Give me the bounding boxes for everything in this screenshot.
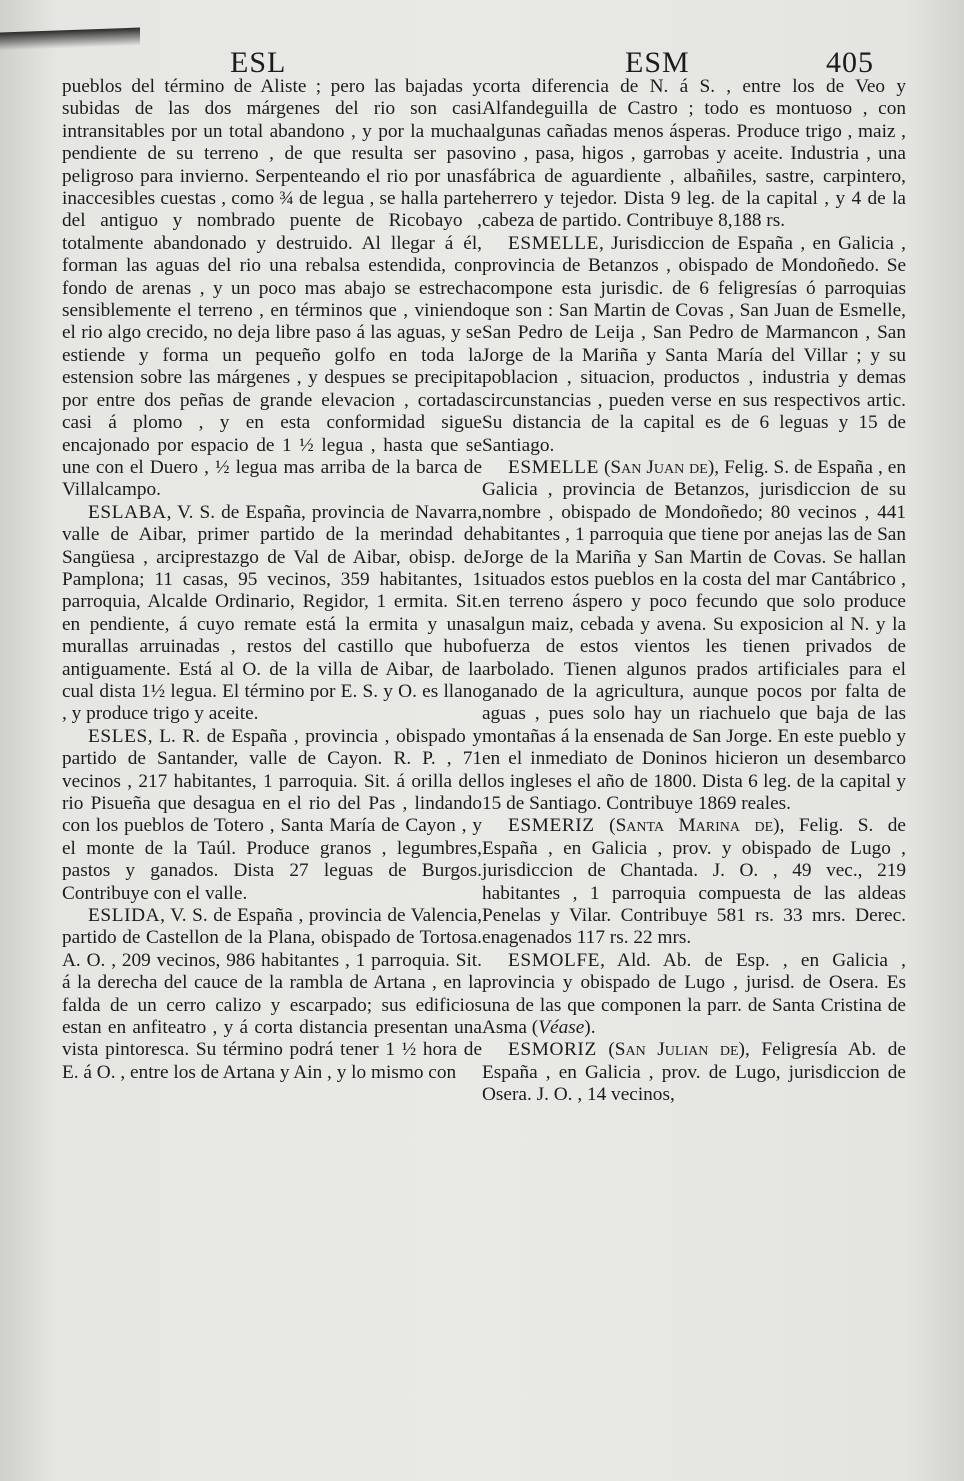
entry-text: , V. S. de España, provincia de Navarra, valle de Aibar, primer partido de la merindad de Sangüesa , arciprestazgo de Val de Aibar, obisp. de Pamplona; 11 casas, 95 vecinos, 359 habitantes, 1 parroquia, Alcalde Ordinario, Regidor, 1 ermita. Sit. en pendiente, á cuyo remate está la ermita y unas murallas arruinadas , restos del castillo que hubo antiguamente. Está al O. de la villa de Aibar, de la cual dista 1½ legua. El término por E. S. y O. es llano , y produce trigo y aceite. xyxy=(62,501,482,725)
page-number: 405 xyxy=(826,46,874,79)
headword-qualifier: (San Julian de) xyxy=(608,1039,745,1061)
left-column xyxy=(62,76,482,1084)
headword: ESMERIZ xyxy=(508,815,595,837)
entry-eslida xyxy=(62,905,482,1084)
entry-esmelle xyxy=(482,233,906,457)
continued-paragraph: corta diferencia de N. á S. , entre los de Veo y Alfandeguilla de Castro ; todo es montuoso , con algunas cañadas menos ásperas. Produce trigo , maiz , vino , pasa, higos , garrobas y aceite. Industria , una fábrica de aguardiente , albañiles, sastre, carpintero, herrero y tejedor. Dista 9 leg. de la capital , y 4 de la cabeza de partido. Contribuye 8,188 rs. xyxy=(482,76,906,232)
running-head-right: ESM xyxy=(625,46,690,79)
headword-qualifier: (Santa Marina de) xyxy=(609,815,780,837)
entry-text: , Jurisdiccion de España , en Galicia , provincia de Betanzos , obispado de Mondoñedo. Se compone esta jurisdic. de 6 feligresías ó parroquias que son : San Martin de Covas , San Juan de Esmelle, San Pedro de Leija , San Pedro de Marmancon , San Jorge de la Mariña y Santa María del Villar ; y su poblacion , situacion, productos , industria y demas circunstancias , pueden verse en sus respectivos artic. Su distancia de la capital es de 6 leguas y 15 de Santiago. xyxy=(482,232,906,456)
headword: ESMELLE xyxy=(508,232,599,254)
page-edge-shadow xyxy=(0,28,140,51)
entry-eslaba xyxy=(62,502,482,726)
entry-esmeriz xyxy=(482,815,906,949)
entry-text: , V. S. de España , provincia de Valencia, partido de Castellon de la Plana, obispado de Tortosa. A. O. , 209 vecinos, 986 habitantes , 1 parroquia. Sit. á la derecha del cauce de la rambla de Artana , en la falda de un cerro calizo y escarpado; sus edificios estan en anfiteatro , y á corta distancia presentan una vista pintoresca. Su término podrá tener 1 ½ hora de E. á O. , entre los de Artana y Ain , y lo mismo con xyxy=(62,905,482,1083)
continued-paragraph: pueblos del término de Aliste ; pero las bajadas y subidas de las dos márgenes del rio son casi intransitables por un total abandono , y por la mucha pendiente de su terreno , de que resulta ser paso peligroso para invierno. Serpenteando el rio por unas inaccesibles cuestas , como ¾ de legua , se halla parte del antiguo y nombrado puente de Ricobayo , totalmente abandonado y destruido. Al llegar á él, forman las aguas del rio una rebalsa estendida, con fondo de arenas , y un poco mas abajo se estrecha sensiblemente el terreno , en términos que , viniendo el rio algo crecido, no deja libre paso á las aguas, y se estiende y forma un pequeño golfo en toda la estension sobre las márgenes , y despues se precipita por entre dos peñas de grande elevacion , cortadas casi á plomo , y en esta conformidad sigue encajonado por espacio de 1 ½ legua , hasta que se une con el Duero , ½ legua mas arriba de la barca de Villalcampo. xyxy=(62,76,482,501)
headword: ESLES xyxy=(88,725,148,747)
running-head-left: ESL xyxy=(230,46,287,79)
right-column xyxy=(482,76,906,1107)
headword: ESMELLE xyxy=(508,456,599,478)
entry-text: , Felig. S. de España , en Galicia , prov. y obispado de Lugo , jurisdiccion de Chantada. J. O. , 49 vec., 219 habitantes , 1 parroquia compuesta de las aldeas Penelas y Vilar. Contribuye 581 rs. 33 mrs. Derec. enagenados 117 rs. 22 mrs. xyxy=(482,815,906,949)
headword: ESMOLFE xyxy=(508,949,601,971)
headword: ESLABA xyxy=(88,501,167,523)
entry-text: , L. R. de España , provincia , obispado y partido de Santander, valle de Cayon. R. P. , 71 vecinos , 217 habitantes, 1 parroquia. Sit. á orilla del rio Pisueña que desagua en el rio del Pas , lindando con los pueblos de Totero , Santa María de Cayon , y el monte de la Taúl. Produce granos , legumbres, pastos y ganados. Dista 27 leguas de Burgos. Contribuye con el valle. xyxy=(62,725,482,904)
headword: ESLIDA xyxy=(88,905,161,927)
headword-qualifier: (San Juan de) xyxy=(603,456,715,478)
entry-text: , Feligresía Ab. de España , en Galicia , prov. de Lugo, jurisdiccion de Osera. J. O. , 14 vecinos, xyxy=(482,1039,906,1106)
entry-esmolfe xyxy=(482,950,906,1040)
entry-text: , Ald. Ab. de Esp. , en Galicia , provincia y obispado de Lugo , jurisd. de Osera. Es una de las que componen la parr. de Santa Cristina de Asma ( xyxy=(482,949,906,1039)
headword: ESMORIZ xyxy=(508,1039,597,1061)
entry-text: , Felig. S. de España , en Galicia , provincia de Betanzos, jurisdiccion de su nombre , obispado de Mondoñedo; 80 vecinos , 441 habitantes , 1 parroquia que tiene por anejas las de San Jorge de la Mariña y San Martin de Covas. Se hallan situados estos pueblos en la costa del mar Cantábrico , en terreno áspero y poco fecundo que solo produce algun maiz, cebada y avena. Su exposicion al N. y la fuerza de estos vientos les tienen privados de arbolado. Tienen algunos prados artificiales para el ganado de la agricultura, aunque pocos por falta de aguas , pues solo hay un riachuelo que baja de las montañas á la ensenada de San Jorge. En este pueblo y en el inmediato de Doninos hicieron un desembarco los ingleses el año de 1800. Dista 6 leg. de la capital y 15 de Santiago. Contribuye 1869 reales. xyxy=(482,456,907,814)
entry-text-end: ). xyxy=(584,1017,596,1039)
cross-reference: Véase xyxy=(538,1017,585,1039)
entry-esles xyxy=(62,726,482,905)
entry-esmoriz xyxy=(482,1039,906,1106)
entry-esmelle-san-juan xyxy=(482,457,906,816)
